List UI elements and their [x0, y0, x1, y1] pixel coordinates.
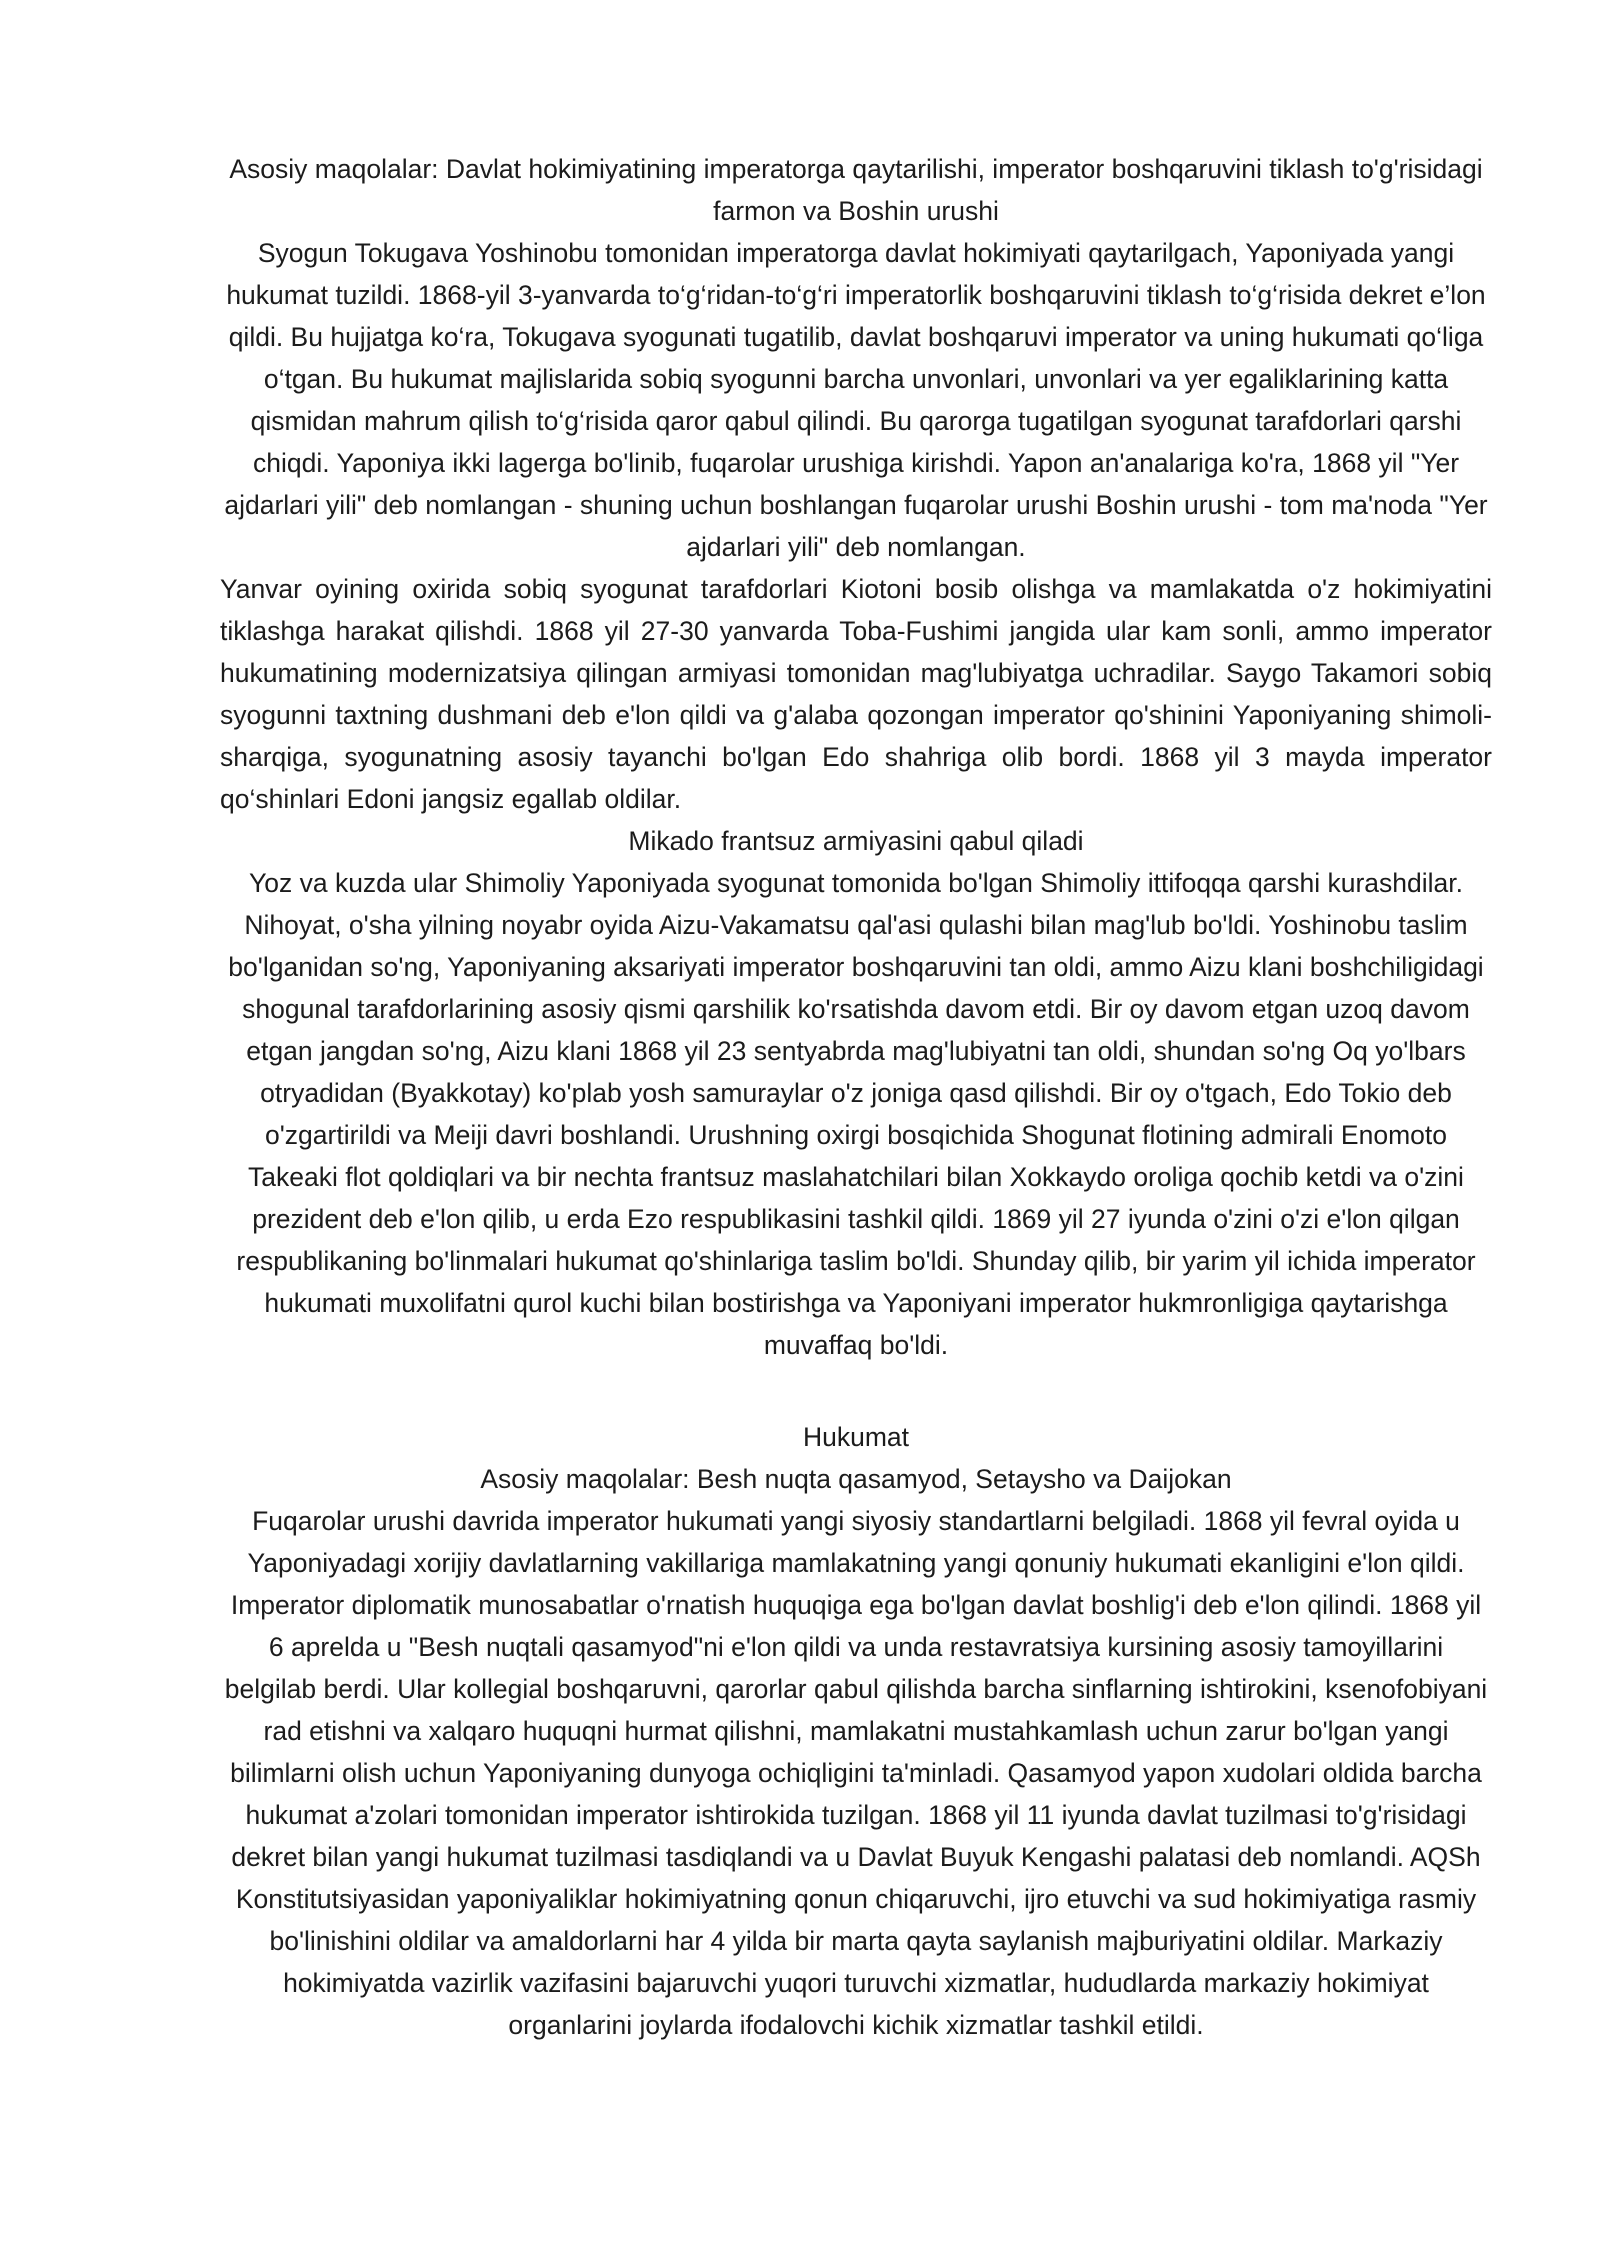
image-caption: Mikado frantsuz armiyasini qabul qiladi — [628, 826, 1084, 856]
paragraph-boshin-war-end: Yoz va kuzda ular Shimoliy Yaponiyada syogunat tomonida bo'lgan Shimoliy ittifoqqa qarshi kurashdilar. Nihoyat, o'sha yilning noyabr oyida Aizu-Vakamatsu qal'asi qulashi bilan mag'lub bo'ldi. Yoshinobu taslim bo'lganidan so'ng, Yaponiyaning aksariyati imperator boshqaruvini tan oldi, ammo Aizu klani boshchiligidagi shogunal tarafdorlarining asosiy qismi qarshilik ko'rsatishda davom etdi. Bir oy davom etgan uzoq davom etgan jangdan so'ng, Aizu klani 1868 yil 23 sentyabrda mag'lubiyatni tan oldi, shundan so'ng Oq yo'lbars otryadidan (Byakkotay) ko'plab yosh samuraylar o'z joniga qasd qilishdi. Bir oy o'tgach, Edo Tokio deb o'zgartirildi va Meiji davri boshlandi. Urushning oxirgi bosqichida Shogunat flotining admirali Enomoto Takeaki flot qoldiqlari va bir nechta frantsuz maslahatchilari bilan Xokkaydo oroliga qochib ketdi va o'zini prezident deb e'lon qilib, u erda Ezo respublikasini tashkil qildi. 1869 yil 27 iyunda o'zini o'zi e'lon qilgan respublikaning bo'linmalari hukumat qo'shinlariga taslim bo'ldi. Shunday qilib, bir yarim yil ichida imperator hukumati muxolifatni qurol kuchi bilan bostirishga va Yaponiyani imperator hukmronligiga qaytarishga muvaffaq bo'ldi. — [228, 868, 1484, 1360]
main-articles-note: Asosiy maqolalar: Davlat hokimiyatining imperatorga qaytarilishi, imperator boshqaruvini tiklash to'g'risidagi farmon va Boshin urushi — [229, 154, 1483, 226]
paragraph-government: Fuqarolar urushi davrida imperator hukumati yangi siyosiy standartlarni belgiladi. 1868 yil fevral oyida u Yaponiyadagi xorijiy davlatlarning vakillariga mamlakatning yangi qonuniy hukumati ekanligini e'lon qildi. Imperator diplomatik munosabatlar o'rnatish huquqiga ega bo'lgan davlat boshlig'i deb e'lon qilindi. 1868 yil 6 aprelda u "Besh nuqtali qasamyod"ni e'lon qildi va unda restavratsiya kursining asosiy tamoyillarini belgilab berdi. Ular kollegial boshqaruvni, qarorlar qabul qilishda barcha sinflarning ishtirokini, ksenofobiyani rad etishni va xalqaro huquqni hurmat qilishni, mamlakatni mustahkamlash uchun zarur bo'lgan yangi bilimlarni olish uchun Yaponiyaning dunyoga ochiqligini ta'minladi. Qasamyod yapon xudolari oldida barcha hukumat a'zolari tomonidan imperator ishtirokida tuzilgan. 1868 yil 11 iyunda davlat tuzilmasi to'g'risidagi dekret bilan yangi hukumat tuzilmasi tasdiqlandi va u Davlat Buyuk Kengashi palatasi deb nomlandi. AQSh Konstitutsiyasidan yaponiyaliklar hokimiyatning qonun chiqaruvchi, ijro etuvchi va sud hokimiyatiga rasmiy bo'linishini oldilar va amaldorlarni har 4 yilda bir marta qayta saylanish majburiyatini oldilar. Markaziy hokimiyatda vazirlik vazifasini bajaruvchi yuqori turuvchi xizmatlar, hududlarda markaziy hokimiyat organlarini joylarda ifodalovchi kichik xizmatlar tashkil etildi. — [224, 1506, 1488, 2040]
paragraph-restoration: Syogun Tokugava Yoshinobu tomonidan imperatorga davlat hokimiyati qaytarilgach, Yaponiyada yangi hukumat tuzildi. 1868-yil 3-yanvarda to‘g‘ridan-to‘g‘ri imperatorlik boshqaruvini tiklash to‘g‘risida dekret e’lon qildi. Bu hujjatga ko‘ra, Tokugava syogunati tugatilib, davlat boshqaruvi imperator va uning hukumati qo‘liga o‘tgan. Bu hukumat majlislarida sobiq syogunni barcha unvonlari, unvonlari va yer egaliklarining katta qismidan mahrum qilish to‘g‘risida qaror qabul qilindi. Bu qarorga tugatilgan syogunat tarafdorlari qarshi chiqdi. Yaponiya ikki lagerga bo'linib, fuqarolar urushiga kirishdi. Yapon an'analariga ko'ra, 1868 yil "Yer ajdarlari yili" deb nomlangan - shuning uchun boshlangan fuqarolar urushi Boshin urushi - tom ma'noda "Yer ajdarlari yili" deb nomlangan. — [224, 238, 1488, 562]
document-page — [220, 148, 1492, 2046]
main-articles-note-government: Asosiy maqolalar: Besh nuqta qasamyod, Setaysho va Daijokan — [480, 1464, 1232, 1494]
section-spacer — [220, 1366, 1492, 1416]
section-heading: Hukumat — [802, 1422, 910, 1452]
paragraph-toba-fushimi: Yanvar oyining oxirida sobiq syogunat tarafdorlari Kiotoni bosib olishga va mamlakatda o'z hokimiyatini tiklashga harakat qilishdi. 1868 yil 27-30 yanvarda Toba-Fushimi jangida ular kam sonli, ammo imperator hukumatining modernizatsiya qilingan armiyasi tomonidan mag'lubiyatga uchradilar. Saygo Takamori sobiq syogunni taxtning dushmani deb e'lon qildi va g'alaba qozongan imperator qo'shinini Yaponiyaning shimoli-sharqiga, syogunatning asosiy tayanchi bo'lgan Edo shahriga olib bordi. 1868 yil 3 mayda imperator qo‘shinlari Edoni jangsiz egallab oldilar. — [220, 574, 1492, 814]
